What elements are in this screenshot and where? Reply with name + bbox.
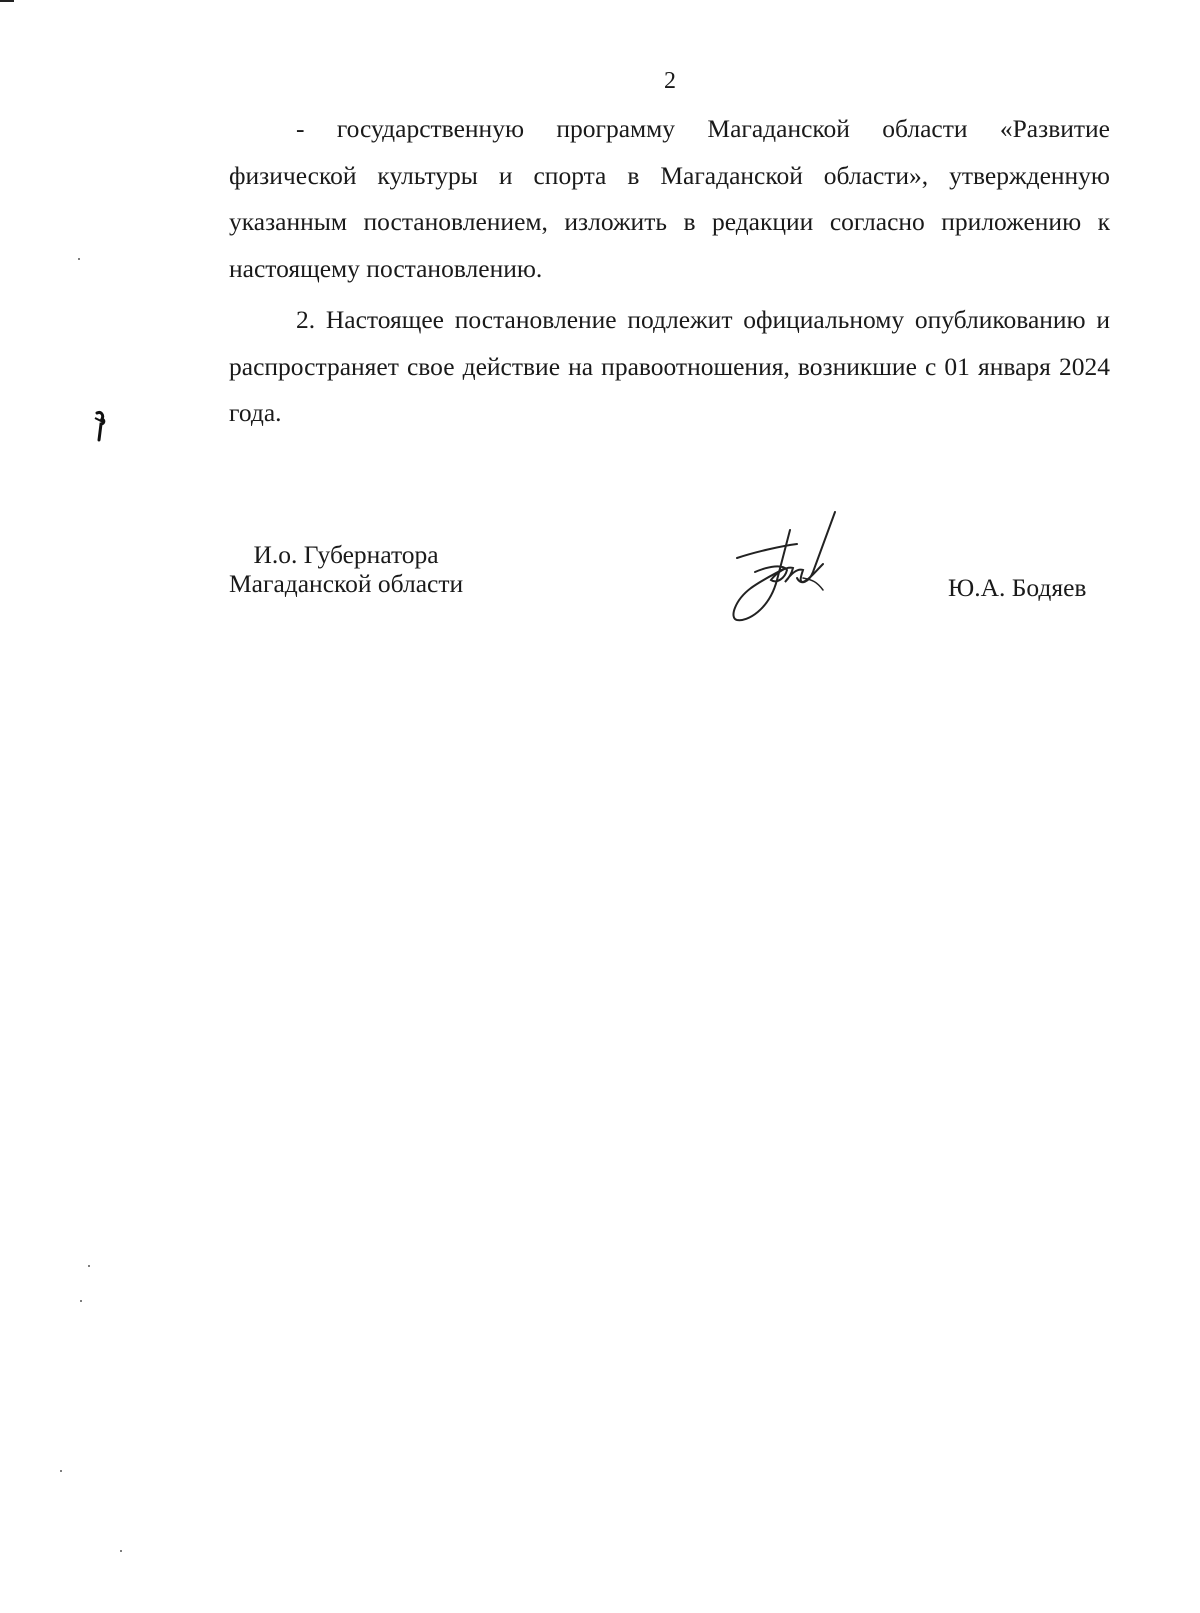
- signatory-title-line2: Магаданской области: [229, 569, 464, 598]
- signatory-name: Ю.А. Бодяев: [948, 573, 1087, 602]
- handwritten-signature: [725, 510, 865, 630]
- page-number: 2: [664, 68, 676, 94]
- paragraph-program: - государственную программу Магаданской области «Развитие физической культуры и спорта в Магаданской области», утвержденную указанным постановлением, изложить в редакции согласно приложению к настоящему постановлению.: [229, 114, 1110, 283]
- scan-artifact: [0, 0, 14, 2]
- paragraph-publication: 2. Настоящее постановление подлежит официальному опубликованию и распространяет свое действие на правоотношения, возникшие с 01 января 2024 года.: [229, 305, 1110, 427]
- scan-speck: [60, 1470, 62, 1472]
- scan-speck: [78, 258, 80, 260]
- scan-speck: [120, 1550, 122, 1552]
- signatory-title: [229, 540, 463, 598]
- margin-ink-mark: [92, 410, 108, 442]
- scan-speck: [88, 1265, 90, 1267]
- signatory-title-line1: И.о. Губернатора: [253, 540, 439, 569]
- scan-speck: [80, 1300, 82, 1302]
